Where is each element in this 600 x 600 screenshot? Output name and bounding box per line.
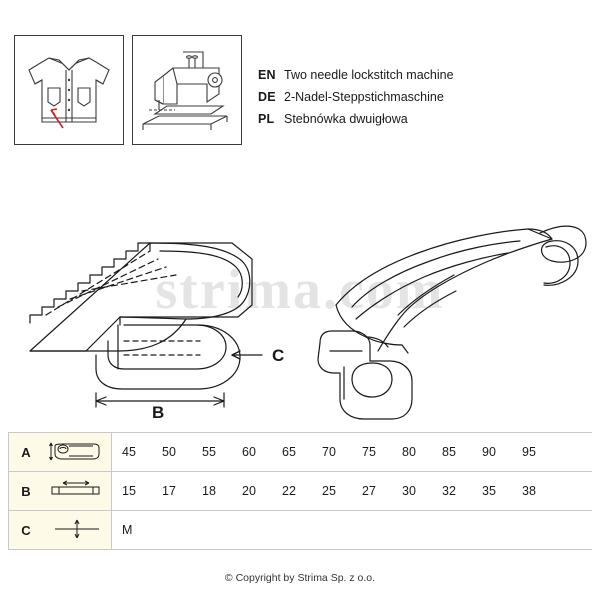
value-cell: 70 <box>322 445 336 459</box>
table-row <box>9 511 593 550</box>
value-cell: 17 <box>162 484 176 498</box>
language-text-en: Two needle lockstitch machine <box>284 68 454 82</box>
specification-table <box>8 432 592 550</box>
value-cell: 27 <box>362 484 376 498</box>
value-cell: 80 <box>402 445 416 459</box>
language-row-en <box>258 68 588 83</box>
row-label-c: C <box>9 511 44 550</box>
label-b: B <box>152 403 165 420</box>
row-label-a: A <box>9 433 44 472</box>
row-values-a <box>112 433 593 472</box>
row-icon-a <box>43 433 112 472</box>
thickness-icon <box>49 516 105 542</box>
value-cell: 30 <box>402 484 416 498</box>
value-cell: 45 <box>122 445 136 459</box>
folder-technical-drawing <box>0 155 600 420</box>
row-values-c <box>112 511 593 550</box>
machine-illustration-box <box>132 35 242 145</box>
language-code-en: EN <box>258 68 276 82</box>
label-c: C <box>272 346 285 365</box>
value-cell: 15 <box>122 484 136 498</box>
folded-tape-icon <box>49 438 105 464</box>
language-text-pl: Stebnówka dwuigłowa <box>284 112 408 126</box>
table-row <box>9 433 593 472</box>
row-icon-b <box>43 472 112 511</box>
row-values-b <box>112 472 593 511</box>
language-text-de: 2-Nadel-Steppstichmaschine <box>284 90 444 104</box>
value-cell: 60 <box>242 445 256 459</box>
value-cell: 20 <box>242 484 256 498</box>
value-cell: 95 <box>522 445 536 459</box>
value-cell: 18 <box>202 484 216 498</box>
value-cell: 50 <box>162 445 176 459</box>
value-cell: 32 <box>442 484 456 498</box>
value-cell: M <box>122 523 133 537</box>
shirt-illustration-box <box>14 35 124 145</box>
shirt-icon <box>15 36 123 144</box>
row-label-b: B <box>9 472 44 511</box>
language-list <box>258 68 588 134</box>
table-row <box>9 472 593 511</box>
value-cell: 85 <box>442 445 456 459</box>
value-cell: 55 <box>202 445 216 459</box>
value-cell: 65 <box>282 445 296 459</box>
row-icon-c <box>43 511 112 550</box>
language-code-pl: PL <box>258 112 275 126</box>
value-cell: 35 <box>482 484 496 498</box>
language-row-de <box>258 90 588 105</box>
value-cell: 22 <box>282 484 296 498</box>
watermark: strima.com <box>155 259 445 321</box>
sewing-machine-icon <box>133 36 241 144</box>
value-cell: 90 <box>482 445 496 459</box>
value-cell: 75 <box>362 445 376 459</box>
value-cell: 38 <box>522 484 536 498</box>
tape-width-icon <box>49 477 105 503</box>
value-cell: 25 <box>322 484 336 498</box>
copyright-text: © Copyright by Strima Sp. z o.o. <box>224 572 376 584</box>
language-code-de: DE <box>258 90 276 104</box>
language-row-pl <box>258 112 588 127</box>
